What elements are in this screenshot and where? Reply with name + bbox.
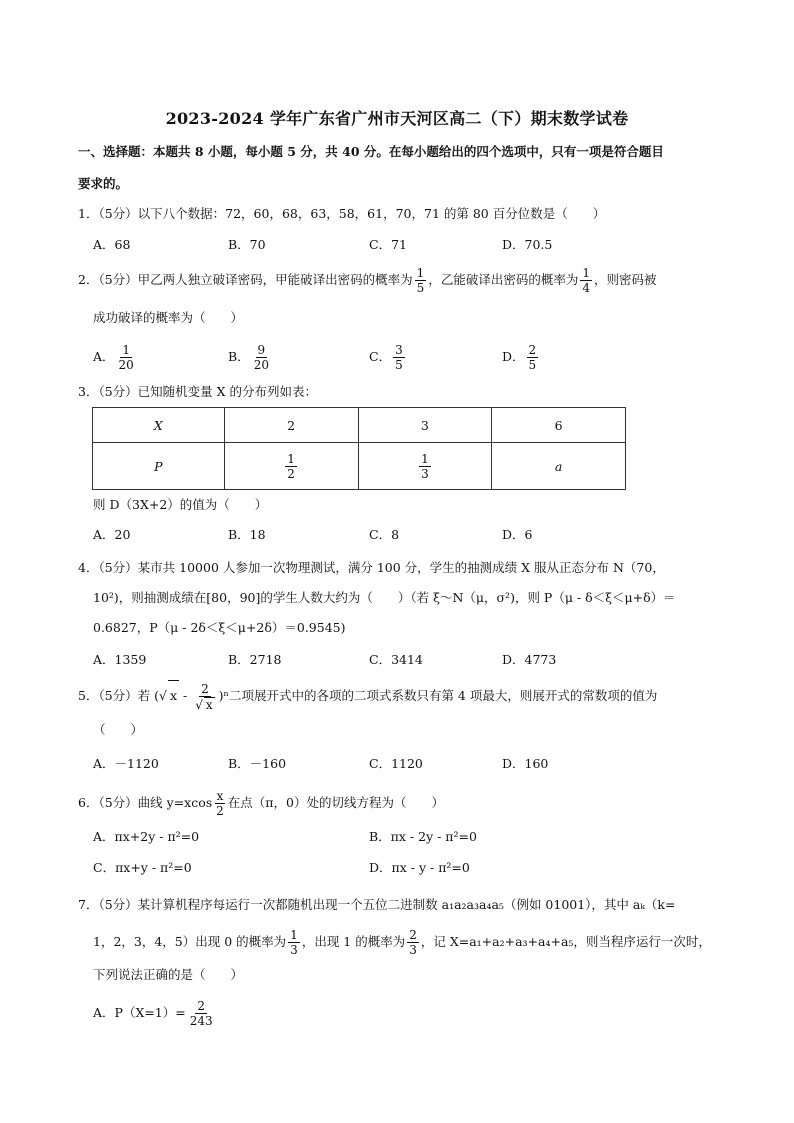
question-2-text: 2．（5分）甲乙两人独立破译密码，甲能破译出密码的概率为 $\frac{1}{5}$ ，乙能破译出密码的概率为 $\frac{1}{4}$ ，则密码被 bbox=[78, 266, 657, 295]
question-3-options bbox=[93, 524, 723, 546]
q3-option-a[interactable]: A．20 bbox=[93, 527, 131, 542]
q1-option-a[interactable]: A．68 bbox=[93, 237, 131, 252]
q4-option-d[interactable]: D．4773 bbox=[502, 652, 557, 667]
table-row bbox=[93, 443, 626, 490]
q1-option-d[interactable]: D．70.5 bbox=[502, 237, 553, 252]
table-cell: $\frac{1}{3}$ bbox=[358, 443, 492, 490]
q6-option-c[interactable]: C．πx+y - π²=0 bbox=[93, 860, 192, 875]
question-7-text-line3: 下列说法正确的是（ ） bbox=[93, 967, 244, 982]
q4-option-a[interactable]: A．1359 bbox=[93, 652, 147, 667]
q1-option-b[interactable]: B．70 bbox=[228, 237, 266, 252]
question-5-text-line2: （ ） bbox=[93, 722, 144, 737]
q5-fraction: $\frac{2}{√ x}$ bbox=[195, 681, 213, 712]
question-4-text-line1: 4．（5分）某市共 10000 人参加一次物理测试，满分 100 分，学生的抽测成绩 X 服从正态分布 N（70， bbox=[78, 560, 665, 575]
q5-option-b[interactable]: B．－160 bbox=[228, 756, 287, 771]
question-4-text-line2: 10²)，则抽测成绩在[80，90]的学生人数大约为（ ）（若 ξ～N（μ，σ²)，则 P（μ - δ＜ξ＜μ+δ）＝ bbox=[93, 590, 676, 605]
exam-title: 2023-2024 学年广东省广州市天河区高二（下）期末数学试卷 bbox=[165, 109, 629, 128]
question-1-text: 1．（5分）以下八个数据：72，60，68，63，58，61，70，71 的第 80 百分位数是（ ） bbox=[78, 206, 606, 221]
question-2-options bbox=[93, 340, 723, 374]
question-7-text-line1: 7．（5分）某计算机程序每运行一次都随机出现一个五位二进制数 a₁a₂a₃a₄a₅（例如 01001），其中 aₖ（k= bbox=[78, 897, 676, 912]
q4-option-c[interactable]: C．3414 bbox=[369, 652, 423, 667]
table-cell: $\frac{1}{2}$ bbox=[224, 443, 358, 490]
q7-option-a[interactable]: A．P（X=1）= $\frac{2}{243}$ bbox=[93, 999, 213, 1028]
question-6-options-row2 bbox=[93, 857, 723, 879]
table-cell: 2 bbox=[224, 408, 358, 443]
section-heading-line2: 要求的。 bbox=[78, 176, 129, 191]
q6-fraction: $\frac{x}{2}$ bbox=[216, 789, 224, 818]
q4-option-b[interactable]: B．2718 bbox=[228, 652, 282, 667]
q7-fraction-zero: $\frac{1}{3}$ bbox=[290, 928, 298, 957]
question-4-options bbox=[93, 649, 723, 671]
question-1-options bbox=[93, 234, 723, 256]
question-5-options bbox=[93, 753, 723, 775]
q2-option-c[interactable]: C． $\frac{3}{5}$ bbox=[369, 343, 403, 372]
q3-option-b[interactable]: B．18 bbox=[228, 527, 266, 542]
q6-option-d[interactable]: D．πx - y - π²=0 bbox=[369, 860, 470, 875]
question-6-text: 6．（5分）曲线 y=xcos $\frac{x}{2}$ 在点（π，0）处的切线方程为（ ） bbox=[78, 789, 444, 818]
q6-option-b[interactable]: B．πx - 2y - π²=0 bbox=[369, 829, 477, 844]
question-4-text-line3: 0.6827，P（μ - 2δ＜ξ＜μ+2δ）＝0.9545) bbox=[93, 620, 346, 635]
q2-fraction-yi: $\frac{1}{4}$ bbox=[582, 266, 590, 295]
q2-option-a[interactable]: A． $\frac{1}{20}$ bbox=[93, 343, 134, 372]
q2-option-d[interactable]: D． $\frac{2}{5}$ bbox=[502, 343, 537, 372]
q3-option-d[interactable]: D．6 bbox=[502, 527, 533, 542]
question-2-text-line2: 成功破译的概率为（ ） bbox=[93, 310, 244, 325]
table-cell: a bbox=[492, 443, 626, 490]
distribution-table bbox=[92, 407, 626, 490]
q6-option-a[interactable]: A．πx+2y - π²=0 bbox=[93, 829, 200, 844]
question-3-text-after: 则 D（3X+2）的值为（ ） bbox=[93, 497, 268, 512]
q1-option-c[interactable]: C．71 bbox=[369, 237, 407, 252]
question-3-text: 3．（5分）已知随机变量 X 的分布列如表： bbox=[78, 384, 318, 399]
q5-option-d[interactable]: D．160 bbox=[502, 756, 549, 771]
q5-option-a[interactable]: A．－1120 bbox=[93, 756, 159, 771]
q2-option-b[interactable]: B． $\frac{9}{20}$ bbox=[228, 343, 269, 372]
table-cell: 3 bbox=[358, 408, 492, 443]
q3-option-c[interactable]: C．8 bbox=[369, 527, 400, 542]
table-cell: 6 bbox=[492, 408, 626, 443]
question-7-text-line2: 1，2，3，4，5）出现 0 的概率为 $\frac{1}{3}$ ，出现 1 的概率为 $\frac{2}{3}$ ，记 X=a₁+a₂+a₃+a₄+a₅，则当程序运行一次时， bbox=[93, 928, 711, 957]
q5-option-c[interactable]: C．1120 bbox=[369, 756, 423, 771]
question-6-options-row1 bbox=[93, 826, 723, 848]
table-row bbox=[93, 408, 626, 443]
table-cell-header: P bbox=[93, 443, 225, 490]
q2-fraction-jia: $\frac{1}{5}$ bbox=[416, 266, 425, 295]
section-heading-line1: 一、选择题：本题共 8 小题，每小题 5 分，共 40 分。在每小题给出的四个选项中，只有一项是符合题目 bbox=[78, 144, 664, 159]
question-5-text: 5．（5分）若 (√ x - $\frac{2}{√ x}$ )ⁿ二项展开式中的各项的二项式系数只有第 4 项最大，则展开式的常数项的值为 bbox=[78, 681, 658, 712]
table-cell-header: X bbox=[93, 408, 225, 443]
q7-fraction-one: $\frac{2}{3}$ bbox=[409, 928, 417, 957]
